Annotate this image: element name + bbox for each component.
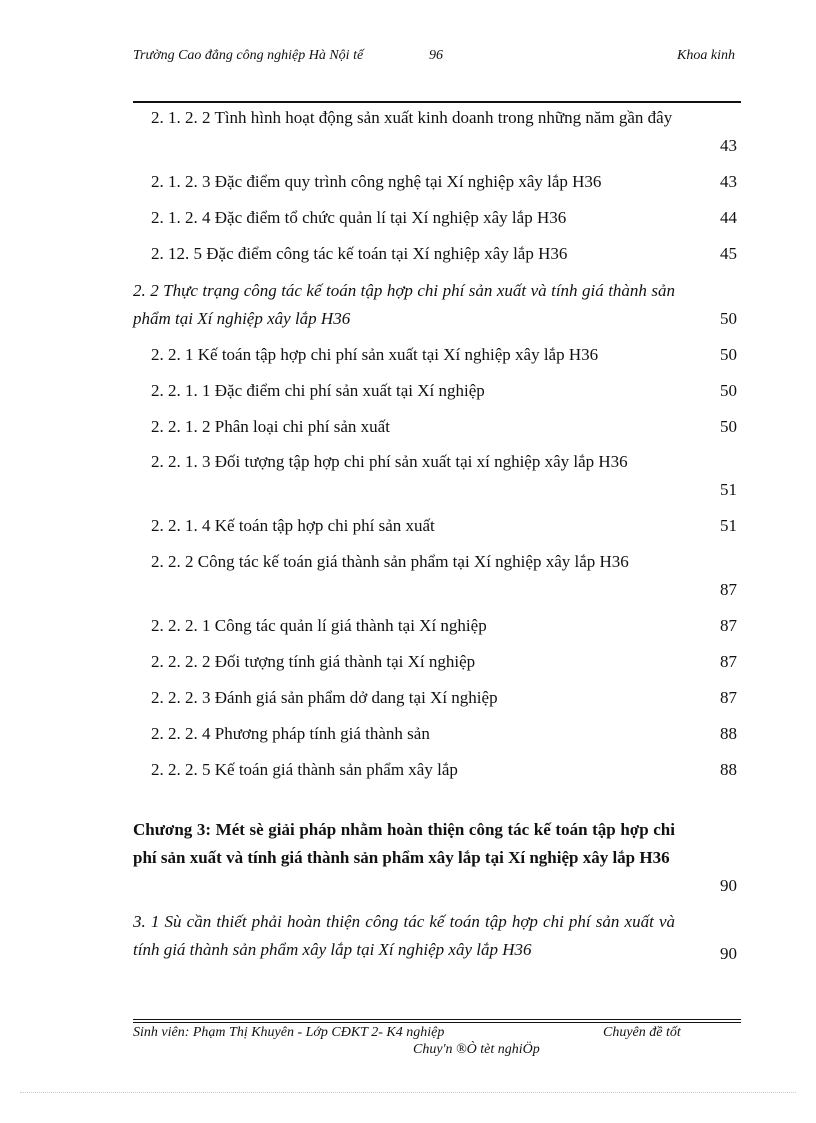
toc-entry-page: 43	[720, 136, 737, 155]
toc-entry-page: 51	[720, 480, 737, 499]
toc-entry-page: 50	[720, 345, 737, 364]
toc-entry-page: 51	[720, 516, 737, 535]
header-rule	[133, 101, 741, 103]
toc-entry-text: 2. 2. 1 Kế toán tập hợp chi phí sản xuất tại Xí nghiệp xây lắp H36	[151, 345, 599, 364]
toc-entry-text: 2. 2. 2. 3 Đánh giá sản phẩm dở dang tại Xí nghiệp	[151, 688, 498, 707]
toc-chapter-title: Chương 3: Mét sè giải pháp nhằm hoàn thiện công tác kế toán tập hợp chi phí sản xuất và tính giá thành sản phẩm xây lắp tại Xí nghiệp xây lắp H36	[133, 820, 675, 867]
header-school-name: Trường Cao đẳng công nghiệp Hà Nội tế	[133, 48, 364, 63]
footer-rule-top	[133, 1019, 741, 1020]
toc-entry-page: 87	[720, 688, 737, 707]
toc-entry-text: 2. 2. 2. 1 Công tác quản lí giá thành tại Xí nghiệp	[151, 616, 487, 635]
toc-entry-page: 90	[720, 876, 737, 895]
toc-entry-page: 87	[720, 652, 737, 671]
toc-entry-text: 2. 1. 2. 2 Tình hình hoạt động sản xuất kinh doanh trong những năm gần đây	[151, 108, 673, 127]
toc-entry-text: 2. 2. 1. 3 Đối tượng tập hợp chi phí sản xuất tại xí nghiệp xây lắp H36	[151, 452, 628, 471]
toc-entry-text: 2. 2 Thực trạng công tác kế toán tập hợp chi phí sản xuất và tính giá thành sản phẩm tại Xí nghiệp xây lắp H36	[133, 281, 675, 328]
toc-entry-page: 45	[720, 244, 737, 263]
footer-encoded-label: Chuy'n ®Ò tèt nghiÖp	[413, 1042, 540, 1057]
toc-entry-page: 43	[720, 172, 737, 191]
toc-entry-text: 2. 2. 1. 2 Phân loại chi phí sản xuất	[151, 417, 390, 436]
footer-student-info: Sinh viên: Phạm Thị Khuyên - Lớp CĐKT 2- K4 nghiệp	[133, 1025, 445, 1040]
toc-entry-text: 2. 1. 2. 4 Đặc điểm tổ chức quản lí tại Xí nghiệp xây lắp H36	[151, 208, 567, 227]
toc-entry-text: 2. 2. 2. 5 Kế toán giá thành sản phẩm xây lắp	[151, 760, 458, 779]
toc-entry-page: 50	[720, 381, 737, 400]
toc-entry-text: 2. 12. 5 Đặc điểm công tác kế toán tại Xí nghiệp xây lắp H36	[151, 244, 568, 263]
toc-entry-text: 2. 2. 2 Công tác kế toán giá thành sản phẩm tại Xí nghiệp xây lắp H36	[151, 552, 629, 571]
toc-entry-page: 87	[720, 616, 737, 635]
footer-rule-bottom	[133, 1022, 741, 1023]
toc-entry-text: 3. 1 Sù cần thiết phải hoàn thiện công tác kế toán tập hợp chi phí sản xuất và tính giá thành sản phẩm xây lắp tại Xí nghiệp xây lắp H36	[133, 912, 675, 959]
toc-entry-text: 2. 2. 1. 1 Đặc điểm chi phí sản xuất tại Xí nghiệp	[151, 381, 485, 400]
toc-entry-page: 87	[720, 580, 737, 599]
toc-entry-text: 2. 1. 2. 3 Đặc điểm quy trình công nghệ tại Xí nghiệp xây lắp H36	[151, 172, 602, 191]
header-page-number: 96	[429, 48, 443, 63]
toc-entry-page: 50	[720, 417, 737, 436]
toc-entry-page: 88	[720, 724, 737, 743]
toc-entry-text: 2. 2. 1. 4 Kế toán tập hợp chi phí sản xuất	[151, 516, 435, 535]
toc-entry-text: 2. 2. 2. 4 Phương pháp tính giá thành sản	[151, 724, 430, 743]
toc-entry-page: 90	[720, 944, 737, 963]
toc-entry-text: 2. 2. 2. 2 Đối tượng tính giá thành tại Xí nghiệp	[151, 652, 476, 671]
toc-entry-page: 44	[720, 208, 737, 227]
footer-document-type: Chuyên đề tốt	[603, 1025, 681, 1040]
toc-entry-page: 50	[720, 309, 737, 328]
toc-entry-page: 88	[720, 760, 737, 779]
page-bottom-dotted-rule	[20, 1092, 796, 1093]
header-faculty: Khoa kinh	[677, 48, 735, 63]
